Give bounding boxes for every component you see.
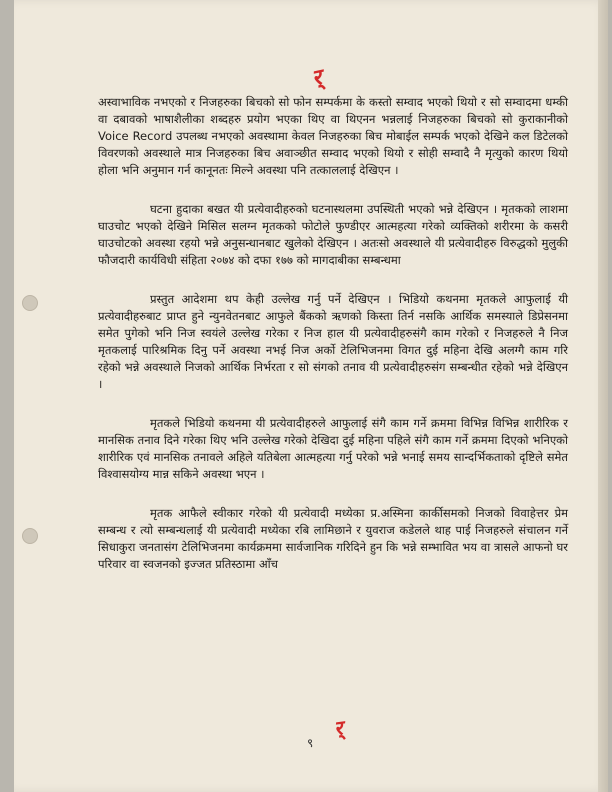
page-edge xyxy=(598,0,608,792)
paragraph-4: मृतकले भिडियो कथनमा यी प्रत्येवादीहरुले आफुलाई संगै काम गर्ने क्रममा विभिन्न विभिन्न शारीरिक र मानसिक तनाव दिने गरेका थिए भनि उल्लेख गरेको देखिदा दुई महिना पहिले संगै काम गर्ने क्रममा दिएको भनिएको शारीरिक एवं मानसिक तनावले अहिले यतिबेला आत्महत्या गर्नु परेको भन्ने भनाई समय सान्दर्भिकताको दृष्टिले समेत विश्वासयोग्य मान्न सकिने अवस्था भएन । xyxy=(98,416,568,481)
paragraph-2: घटना हुदाका बखत यी प्रत्येवादीहरुको घटनास्थलमा उपस्थिती भएको भन्ने देखिएन । मृतकको लाशमा घाउचोट भएको देखिने मिसिल सलग्न मृतकको फोटोले फुण्डीएर आत्महत्या गरेको व्यक्तिको शरीरमा के कसरी घाउचोटको अवस्था रहयो भन्ने अनुसन्धानबाट खुलेको देखिएन । अतःसो अवस्थाले यी प्रत्येवादीहरु विरुद्धको मुलुकी फौजदारी कार्यविधी संहिता २०७४ को दफा १७७ को मागदाबीका सम्बन्धमा xyxy=(98,202,568,267)
document-body xyxy=(98,94,568,595)
handwritten-initials-top: र् xyxy=(309,64,324,92)
page-number: ९ xyxy=(307,736,314,750)
paragraph-1: अस्वाभाविक नभएको र निजहरुका बिचको सो फोन सम्पर्कमा के कस्तो सम्वाद भएको थियो र सो सम्वादमा धम्की वा दबावको भाषाशैलीका शब्दहरु प्रयोग भएका थिए वा थिएनन भन्नलाई निजहरुका बिचको सो कुराकानीको Voice Record उपलब्ध नभएको अवस्थामा केवल निजहरुका बिच मोबाईल सम्पर्क भएको देखिने कल डिटेलको विवरणको अवस्थाले मात्र निजहरुका बिच अवाञ्छीत सम्वाद भएको थियो र सोही सम्वादै नै मृत्युको कारण थियो होला भनि अनुमान गर्न कानूनतः मिल्ने अवस्था पनि तत्काललाई देखिएन । xyxy=(98,95,568,177)
paragraph-3: प्रस्तुत आदेशमा थप केही उल्लेख गर्नु पर्ने देखिएन । भिडियो कथनमा मृतकले आफुलाई यी प्रत्येवादीहरुबाट प्राप्त हुने न्युनवेतनबाट आफुले बैंकको ऋणको किस्ता तिर्न नसकि आर्थिक समस्याले डिप्रेसनमा समेत पुगेको भनि निज स्वयंले उल्लेख गरेका र निज हाल यी प्रत्येवादीहरुसंगै काम गरेको र निजहरुले नै निज मृतकलाई पारिश्रमिक दिनु पर्ने अवस्था नभई निज अर्को टेलिभिजनमा विगत दुई महिना देखि अलग्गै काम गरि रहेको भन्ने अवस्थाले निजको आर्थिक निर्भरता र सो संगको तनाव यी प्रत्येवादीहरुसंग सम्बन्धीत रहेको भन्ने देखिएन । xyxy=(98,292,568,391)
paragraph-5: मृतक आफैले स्वीकार गरेको यी प्रत्येवादी मध्येका प्र.अस्मिना कार्कीसमको निजको विवाहेत्तर प्रेम सम्बन्ध र त्यो सम्बन्धलाई यी प्रत्येवादी मध्येका रबि लामिछाने र युवराज कडेलले थाह पाई निजहरुले संचालन गर्ने सिधाकुरा जनतासंग टेलिभिजनमा कार्यक्रममा सार्वजानिक गरिदिने हुन कि भन्ने सम्भावित भय वा त्रासले आफनो घर परिवार वा स्वजनको इज्जत प्रतिस्ठामा आँच xyxy=(98,506,568,571)
punch-hole xyxy=(22,528,38,544)
punch-hole xyxy=(22,295,38,311)
handwritten-initials-bottom: र् xyxy=(332,715,344,741)
document-page xyxy=(14,0,608,792)
